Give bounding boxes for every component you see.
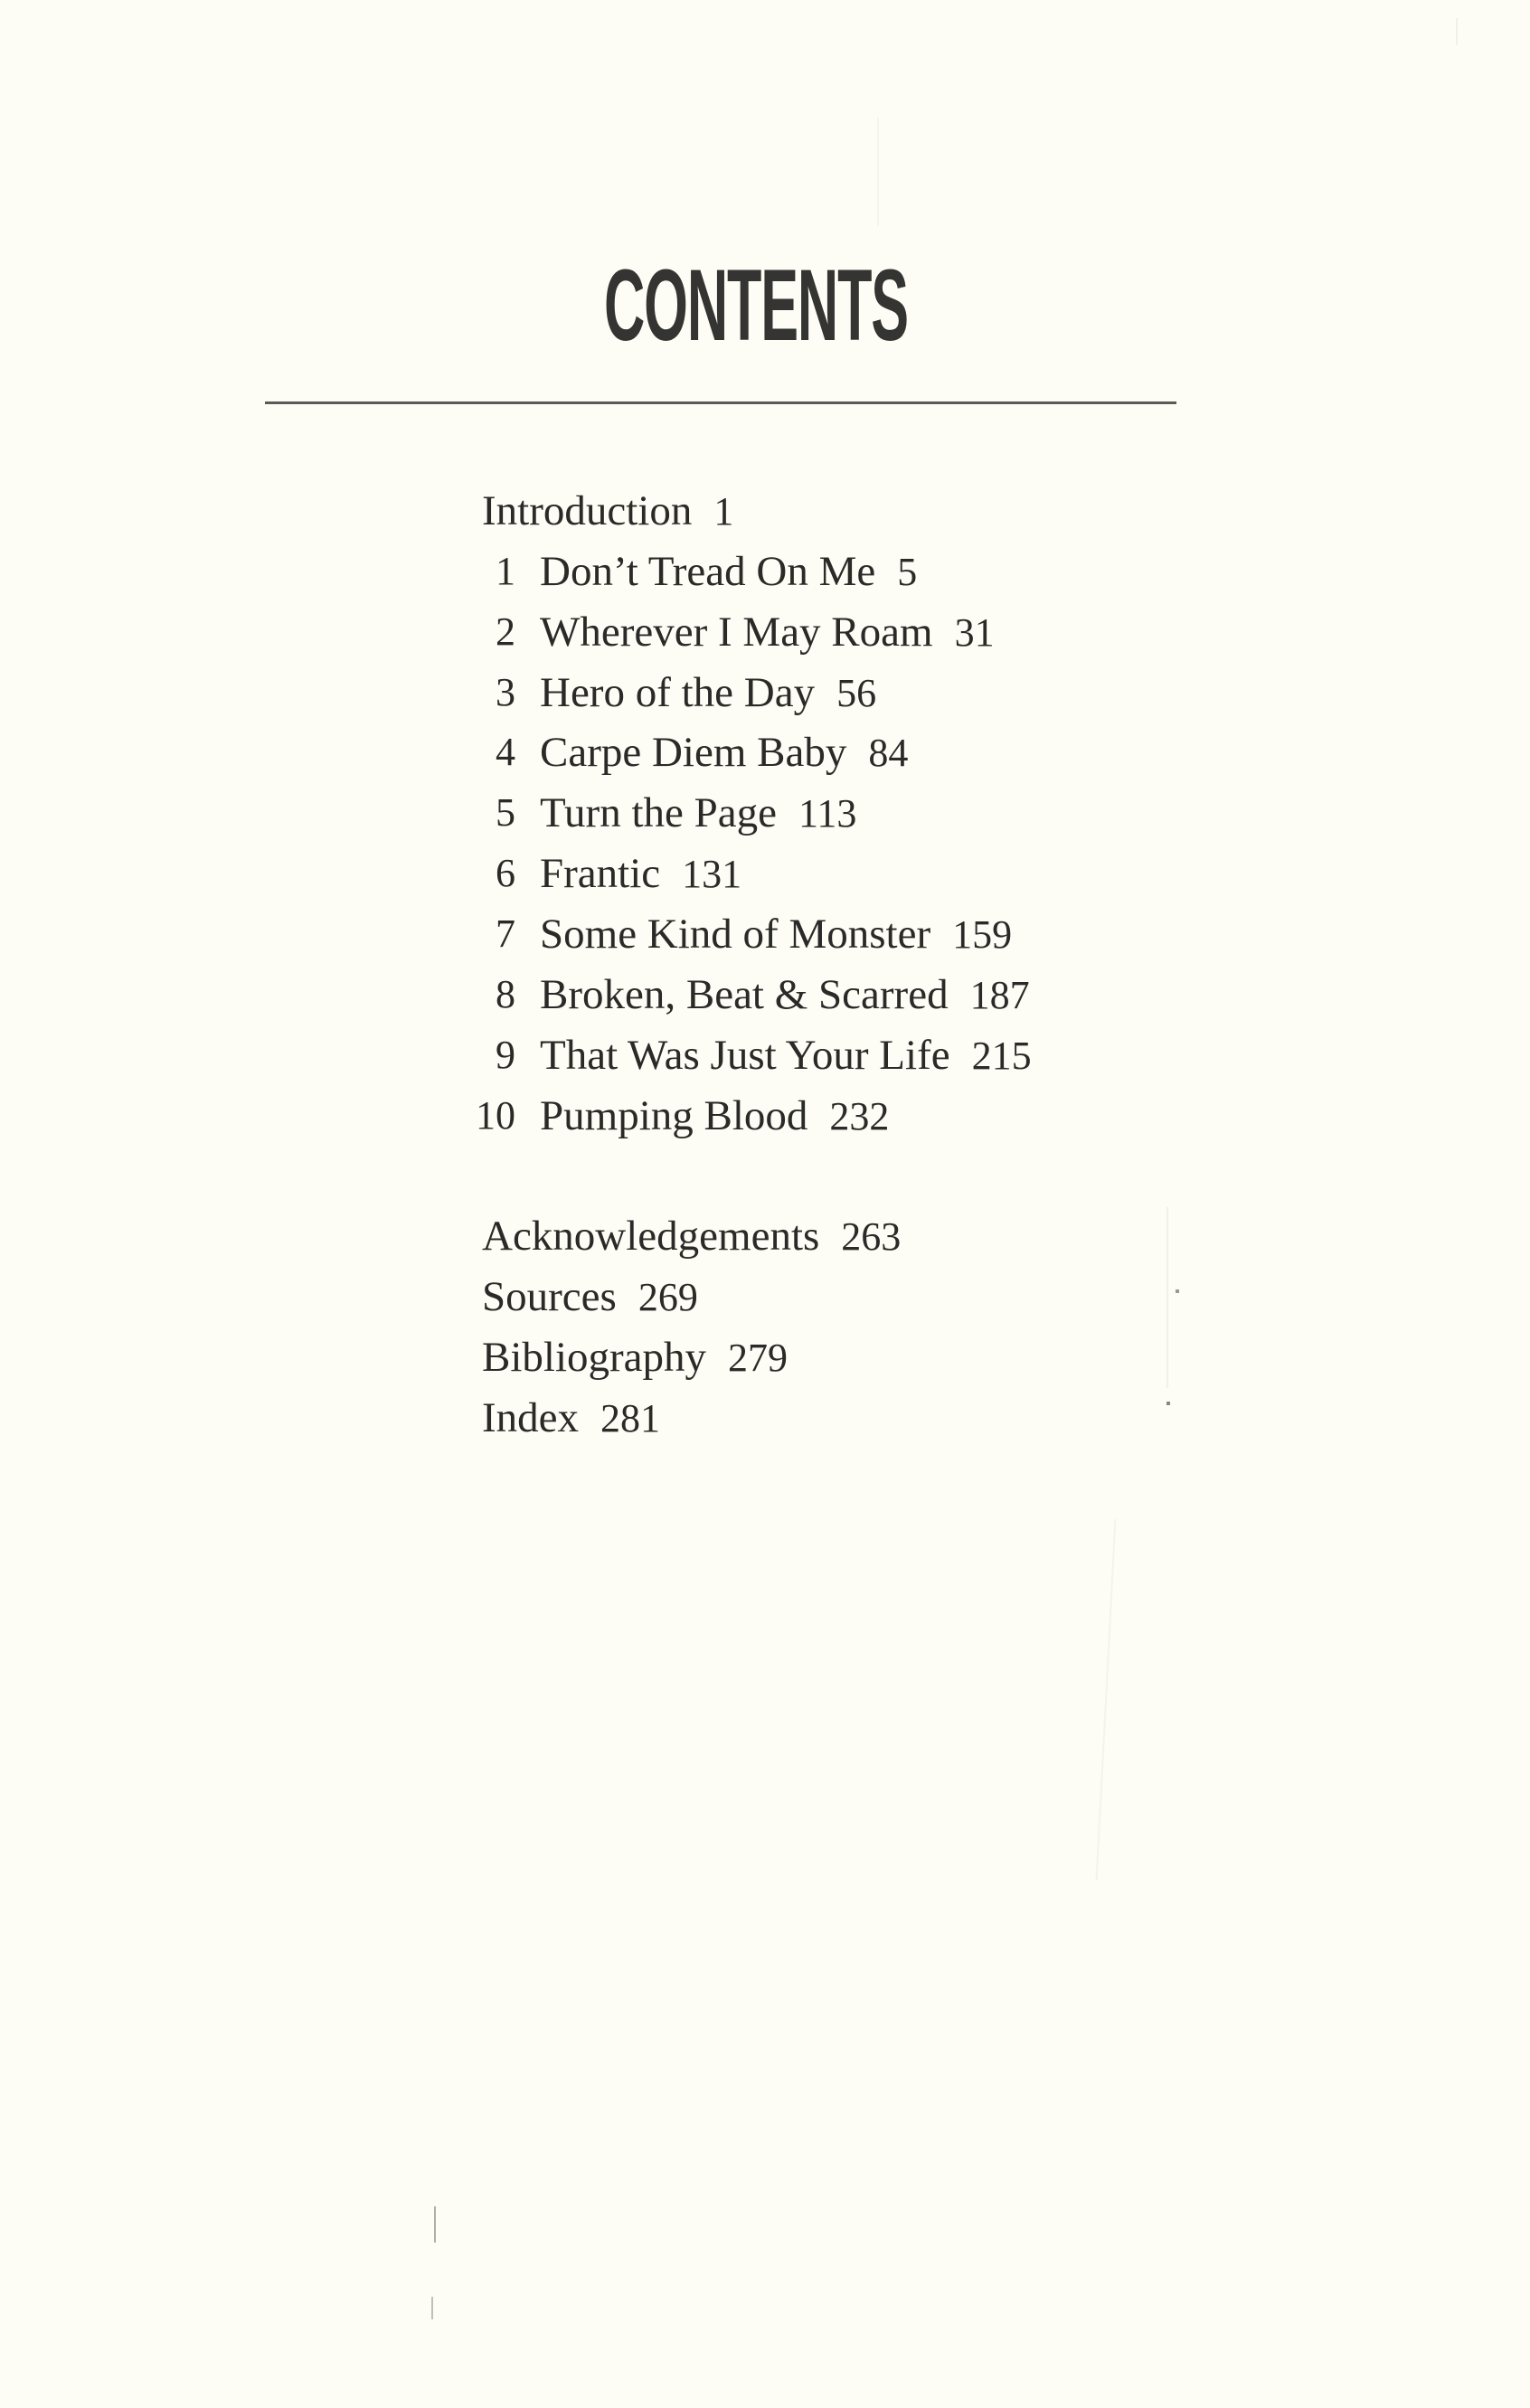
chapter-title: Turn the Page [540,789,777,837]
chapter-page-number: 159 [952,912,1013,958]
chapter-number: 1 [496,548,515,593]
chapter-page-number: 131 [682,852,742,897]
page-title [604,249,908,362]
chapter-number: 7 [496,911,515,957]
toc-entry-back-matter[interactable] [0,1327,1530,1388]
chapter-page-number: 84 [868,731,909,776]
toc-entry-chapter[interactable] [0,602,1530,663]
entry-page-number: 1 [713,489,734,534]
chapter-page-number: 113 [798,791,857,836]
toc-entry-back-matter[interactable] [0,1388,1530,1449]
chapter-title: Frantic [540,850,661,898]
chapter-page-number: 215 [971,1033,1032,1078]
chapter-number: 4 [496,730,515,775]
entry-page-number: 269 [638,1275,698,1320]
entry-page-number: 263 [841,1214,902,1260]
chapter-page-number: 232 [829,1093,890,1138]
entry-title: Introduction [482,487,693,534]
entry-title: Index [482,1393,580,1441]
chapter-title: Some Kind of Monster [540,911,931,958]
page-title-text: CONTENTS [604,249,908,362]
entry-title: Acknowledgements [482,1213,820,1261]
toc-entry-back-matter[interactable] [0,1267,1530,1327]
heading-divider [265,401,1176,404]
chapter-number: 2 [496,609,515,654]
scan-artifact-line [434,2206,436,2243]
chapter-page-number: 31 [954,609,995,655]
chapter-title: Don’t Tread On Me [540,547,876,595]
entry-title: Bibliography [482,1334,707,1382]
chapter-page-number: 5 [897,549,918,594]
chapter-title: Carpe Diem Baby [540,729,847,777]
toc-entry-chapter[interactable] [0,663,1530,723]
chapter-title: That Was Just Your Life [540,1031,950,1079]
toc-entry-chapter[interactable] [0,904,1530,965]
entry-page-number: 279 [728,1336,789,1381]
chapter-title: Hero of the Day [540,668,816,716]
chapter-number: 5 [496,790,515,836]
scan-artifact-line [1456,18,1458,45]
toc-entry-chapter[interactable] [0,1086,1530,1147]
table-of-contents [0,481,1530,1449]
chapter-title: Pumping Blood [540,1091,808,1139]
toc-entry-chapter[interactable] [0,722,1530,783]
chapter-page-number: 56 [836,670,877,715]
chapter-number: 9 [496,1032,515,1077]
toc-entry-chapter[interactable] [0,965,1530,1025]
chapter-number: 8 [496,971,515,1016]
toc-entry-introduction[interactable] [0,481,1530,542]
entry-page-number: 281 [600,1395,661,1440]
chapter-title: Broken, Beat & Scarred [540,970,949,1018]
toc-entry-chapter[interactable] [0,542,1530,602]
chapter-number: 6 [496,851,515,896]
chapter-page-number: 187 [969,972,1030,1017]
entry-title: Sources [482,1273,617,1321]
toc-entry-back-matter[interactable] [0,1206,1530,1267]
scan-artifact-line [877,118,879,226]
toc-entry-chapter[interactable] [0,844,1530,904]
chapter-number: 3 [496,669,515,714]
chapter-title: Wherever I May Roam [540,608,933,656]
scan-artifact-line [431,2297,433,2319]
section-spacer [0,1146,1530,1206]
scan-artifact-line [1096,1519,1117,1881]
chapter-number: 10 [476,1092,515,1138]
toc-entry-chapter[interactable] [0,783,1530,844]
toc-entry-chapter[interactable] [0,1025,1530,1086]
